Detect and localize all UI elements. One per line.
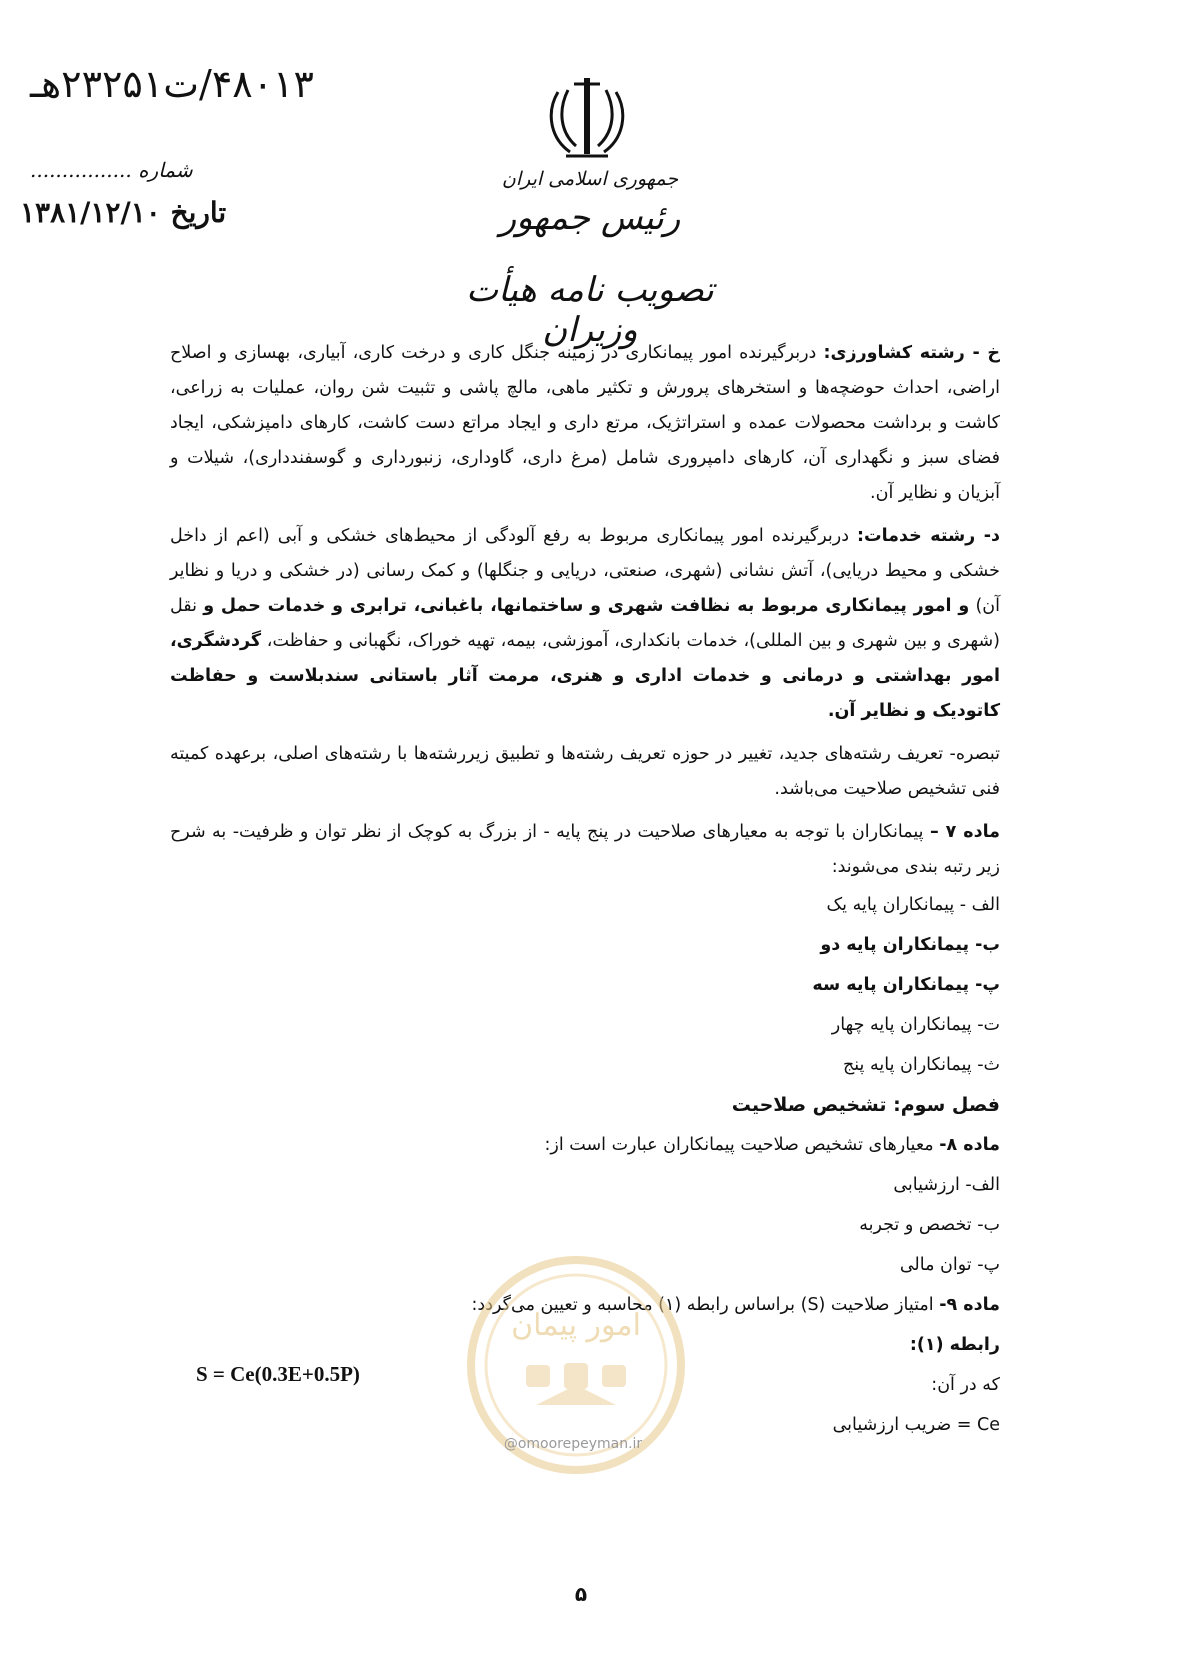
criteria-item: الف- ارزشیابی [893,1175,1000,1195]
grade-item: ث- پیمانکاران پایه پنج [842,1055,1000,1075]
grade-item: ب- پیمانکاران پایه دو [820,935,1000,955]
services-text-2: و امور پیمانکاری مربوط به نظافت شهری و ساختمانها، باغبانی، ترابری و خدمات حمل و [203,596,970,616]
approval-title: تصویب نامه هیأت وزیران [466,270,714,350]
formula-text: S = Ce(0.3E+0.5P) [196,1362,360,1386]
number-label: شماره ................ [30,158,193,182]
article9-text: امتیاز صلاحیت (S) براساس رابطه (۱) محاسبه و تعیین می‌گردد: [471,1295,940,1315]
article7-paragraph [170,815,1000,885]
article7-heading: ماده ۷ – [929,822,1001,842]
grade-item: ت- پیمانکاران پایه چهار [831,1015,1000,1035]
article9-heading: ماده ۹- [939,1295,1000,1315]
grades-list [170,885,1000,1085]
grade-item: الف - پیمانکاران پایه یک [826,895,1000,915]
agriculture-heading: خ - رشته کشاورزی: [823,343,1000,363]
reference-number: ۴۸۰۱۳/ت۲۳۲۵۱هـ [30,62,314,106]
article7-text: پیمانکاران با توجه به معیارهای صلاحیت در پنج پایه - از بزرگ به کوچک از نظر توان و ظرفیت- به شرح زیر رتبه بندی می‌شوند: [170,822,1000,877]
iran-emblem-icon [544,72,630,162]
services-heading: د- رشته خدمات: [857,526,1000,546]
date-text: تاریخ ۱۳۸۱/۱۲/۱۰ [20,196,227,229]
grade-item: پ- پیمانکاران پایه سه [812,975,1000,995]
note-paragraph: تبصره- تعریف رشته‌های جدید، تغییر در حوزه تعریف رشته‌ها و تطبیق زیررشته‌ها با رشته‌های اصلی، برعهده کمیته فنی تشخیص صلاحیت می‌باشد. [170,744,1000,799]
chapter3-title: فصل سوم: تشخیص صلاحیت [731,1094,1000,1116]
president-title: رئیس جمهور [499,198,681,238]
criteria-item: پ- توان مالی [899,1255,1000,1275]
watermark-url: @omoorepeyman.ir [503,1436,643,1452]
agriculture-text: دربرگیرنده امور پیمانکاری در زمینه جنگل کاری و درخت کاری، آبیاری، بهسازی و اصلاح اراضی، احداث حوضچه‌ها و استخرهای پرورش و تکثیر ماهی، مالچ پاشی و تثبیت شن روان، عملیات به زراعی، کاشت و برداشت محصولات عمده و استراتژیک، مرتع داری و ایجاد مراتع دست کاشت، کارهای دامپزشکی، ایجاد فضای سبز و نگهداری آن، کارهای دامپروری شامل (مرغ داری، گاوداری، زنبورداری و گوسفندداری)، شیلات و آبزیان و نظایر آن. [170,343,1000,503]
services-paragraph [170,519,1000,729]
article8-paragraph [170,1125,1000,1165]
article8-heading: ماده ۸- [939,1135,1000,1155]
seal-word: امور پیمان [511,1308,641,1343]
article8-text: معیارهای تشخیص صلاحیت پیمانکاران عبارت است از: [544,1135,940,1155]
relation-label: رابطه (۱): [909,1335,1000,1355]
services-text-4: گردشگری، امور بهداشتی و درمانی و خدمات اداری و هنری، مرمت آثار باستانی سندبلاست و حفاظت کاتودیک و نظایر آن. [170,631,1000,721]
ce-definition: Ce = ضریب ارزشیابی [832,1415,1000,1435]
page-number: ۵ [574,1582,588,1606]
services-text-1: دربرگیرنده امور پیمانکاری مربوط به رفع آلودگی از محیط‌های خشکی و آبی (اعم از داخل خشکی و محیط دریایی)، آتش نشانی (شهری، صنعتی، دریایی و جنگلها) و کمک رسانی (در خشکی و دریا و نظایر آن) [170,526,1001,616]
agriculture-paragraph [170,336,1000,511]
services-text-3: نقل (شهری و بین شهری و بین المللی)، خدمات بانکداری، آموزشی، بیمه، تهیه خوراک، نگهبانی و حفاظت، [170,596,1000,651]
criteria-item: ب- تخصص و تجربه [859,1215,1000,1235]
republic-title: جمهوری اسلامی ایران [501,168,679,190]
where-label: که در آن: [931,1375,1000,1395]
